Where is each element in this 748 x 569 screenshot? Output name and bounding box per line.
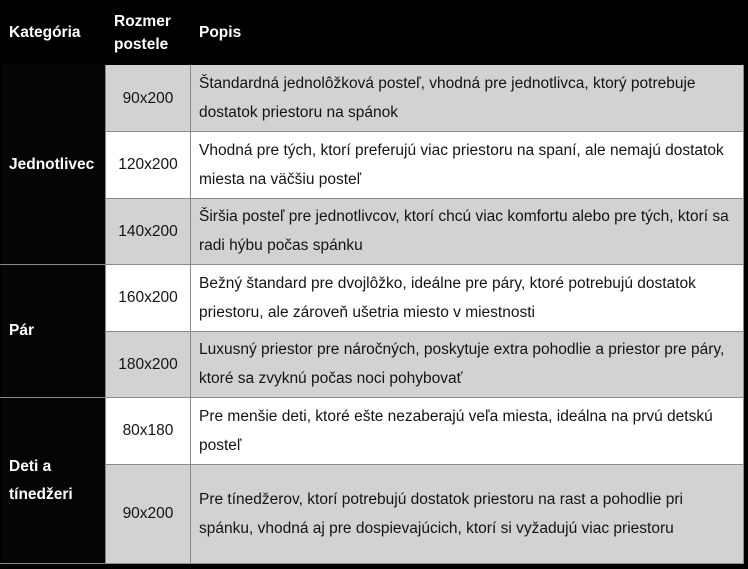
description-cell: Štandardná jednolôžková posteľ, vhodná pre jednotlivca, ktorý potrebuje dostatok priestoru na spánok (191, 65, 744, 132)
table-row (1, 265, 744, 332)
size-cell: 90x200 (106, 464, 191, 563)
size-cell: 160x200 (106, 265, 191, 332)
description-cell: Širšia posteľ pre jednotlivcov, ktorí chcú viac komfortu alebo pre tých, ktorí sa radi hýbu počas spánku (191, 198, 744, 265)
size-cell: 90x200 (106, 65, 191, 132)
size-cell: 80x180 (106, 398, 191, 465)
table-row (1, 132, 744, 199)
table-row (1, 464, 744, 563)
table-row (1, 65, 744, 132)
description-cell: Bežný štandard pre dvojlôžko, ideálne pre páry, ktoré potrebujú dostatok priestoru, ale zároveň ušetria miesto v miestnosti (191, 265, 744, 332)
size-cell: 120x200 (106, 132, 191, 199)
description-cell: Vhodná pre tých, ktorí preferujú viac priestoru na spaní, ale nemajú dostatok miesta na väčšiu posteľ (191, 132, 744, 199)
table-row (1, 398, 744, 465)
category-cell-deti-a-tinedzeri: Deti a tínedžeri (1, 398, 106, 564)
description-cell: Pre menšie deti, ktoré ešte nezaberajú veľa miesta, ideálna na prvú detskú posteľ (191, 398, 744, 465)
size-cell: 140x200 (106, 198, 191, 265)
header-row (1, 1, 744, 65)
size-cell: 180x200 (106, 331, 191, 398)
col-header-popis: Popis (191, 1, 744, 65)
table-row (1, 198, 744, 265)
col-header-rozmer-postele: Rozmer postele (106, 1, 191, 65)
category-cell-par: Pár (1, 265, 106, 398)
category-cell-jednotlivec: Jednotlivec (1, 65, 106, 265)
description-cell: Pre tínedžerov, ktorí potrebujú dostatok priestoru na rast a pohodlie pri spánku, vhodná aj pre dospievajúcich, ktorí si vyžadujú viac priestoru (191, 464, 744, 563)
table-row (1, 331, 744, 398)
col-header-kategoria: Kategória (1, 1, 106, 65)
description-cell: Luxusný priestor pre náročných, poskytuje extra pohodlie a priestor pre páry, ktoré sa zvyknú počas noci pohybovať (191, 331, 744, 398)
